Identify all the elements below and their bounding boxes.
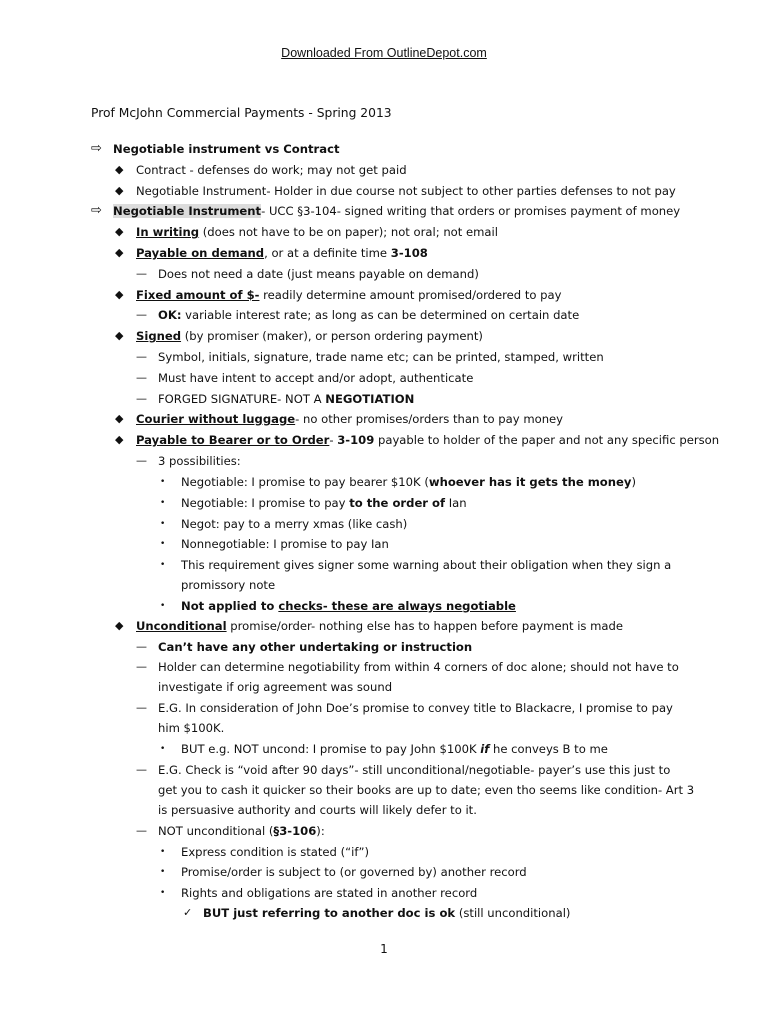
diamond-bullet-icon: ◆ (115, 163, 124, 176)
outline-line: E.G. In consideration of John Doe’s promise to convey title to Blackacre, I promise to pay (158, 701, 673, 715)
outline-line: Contract - defenses do work; may not get paid (136, 163, 407, 177)
dot-bullet-icon: • (160, 888, 166, 898)
outline-line: Promise/order is subject to (or governed by) another record (181, 865, 527, 879)
dash-bullet-icon: — (136, 267, 147, 280)
dash-bullet-icon: — (136, 454, 147, 467)
outline-line: Negotiable Instrument- Holder in due course not subject to other parties defenses to not pay (136, 184, 676, 198)
dot-bullet-icon: • (160, 498, 166, 508)
diamond-bullet-icon: ◆ (115, 225, 124, 238)
outline-line: BUT e.g. NOT uncond: I promise to pay John $100K if he conveys B to me (181, 742, 608, 756)
outline-line: E.G. Check is “void after 90 days”- still unconditional/negotiable- payer’s use this just to (158, 763, 671, 777)
arrow-bullet-icon: ⇨ (91, 141, 102, 156)
outline-line: Negotiable: I promise to pay to the order of Ian (181, 496, 467, 510)
outline-line: Holder can determine negotiability from within 4 corners of doc alone; should not have to (158, 660, 679, 674)
diamond-bullet-icon: ◆ (115, 433, 124, 446)
outline-line: Nonnegotiable: I promise to pay Ian (181, 537, 389, 551)
outline-line: is persuasive authority and courts will likely defer to it. (158, 803, 477, 817)
diamond-bullet-icon: ◆ (115, 329, 124, 342)
outline-line: Can’t have any other undertaking or instruction (158, 640, 473, 654)
outline-line: Payable to Bearer or to Order- 3-109 payable to holder of the paper and not any specific person (136, 433, 720, 447)
outline-line: Payable on demand, or at a definite time 3-108 (136, 246, 428, 260)
dot-bullet-icon: • (160, 477, 166, 487)
outline-line: This requirement gives signer some warning about their obligation when they sign a (181, 558, 672, 572)
arrow-bullet-icon: ⇨ (91, 203, 102, 218)
outline-line: promissory note (181, 578, 276, 592)
outline-line: OK: variable interest rate; as long as can be determined on certain date (158, 308, 580, 322)
outline-line: Negot: pay to a merry xmas (like cash) (181, 517, 408, 531)
diamond-bullet-icon: ◆ (115, 412, 124, 425)
diamond-bullet-icon: ◆ (115, 619, 124, 632)
outline-line: Not applied to checks- these are always negotiable (181, 599, 516, 613)
outline-line: Unconditional promise/order- nothing else has to happen before payment is made (136, 619, 624, 633)
dash-bullet-icon: — (136, 763, 147, 776)
document-title: Prof McJohn Commercial Payments - Spring 2013 (91, 106, 392, 120)
dot-bullet-icon: • (160, 560, 166, 570)
checkmark-bullet-icon: ✓ (183, 906, 193, 919)
outline-line: Rights and obligations are stated in another record (181, 886, 478, 900)
dash-bullet-icon: — (136, 824, 147, 837)
dash-bullet-icon: — (136, 350, 147, 363)
page-header-source[interactable]: Downloaded From OutlineDepot.com (281, 46, 487, 60)
outline-line: In writing (does not have to be on paper); not oral; not email (136, 225, 498, 239)
dot-bullet-icon: • (160, 539, 166, 549)
outline-line: Courier without luggage- no other promises/orders than to pay money (136, 412, 564, 426)
outline-line: Symbol, initials, signature, trade name etc; can be printed, stamped, written (158, 350, 604, 364)
dash-bullet-icon: — (136, 701, 147, 714)
outline-line: Express condition is stated (“if”) (181, 845, 369, 859)
outline-line: him $100K. (158, 721, 225, 735)
diamond-bullet-icon: ◆ (115, 246, 124, 259)
page-number: 1 (380, 942, 388, 956)
diamond-bullet-icon: ◆ (115, 288, 124, 301)
dash-bullet-icon: — (136, 371, 147, 384)
outline-line: NOT unconditional (§3-106): (158, 824, 325, 838)
outline-line: Does not need a date (just means payable on demand) (158, 267, 479, 281)
outline-line: Negotiable instrument vs Contract (113, 142, 340, 156)
dash-bullet-icon: — (136, 308, 147, 321)
outline-line: Signed (by promiser (maker), or person ordering payment) (136, 329, 483, 343)
outline-line: Negotiable: I promise to pay bearer $10K (whoever has it gets the money) (181, 475, 636, 489)
dash-bullet-icon: — (136, 392, 147, 405)
dot-bullet-icon: • (160, 744, 166, 754)
dash-bullet-icon: — (136, 660, 147, 673)
diamond-bullet-icon: ◆ (115, 184, 124, 197)
dash-bullet-icon: — (136, 640, 147, 653)
outline-line: Fixed amount of $- readily determine amount promised/ordered to pay (136, 288, 562, 302)
dot-bullet-icon: • (160, 601, 166, 611)
outline-line: investigate if orig agreement was sound (158, 680, 393, 694)
dot-bullet-icon: • (160, 519, 166, 529)
dot-bullet-icon: • (160, 847, 166, 857)
dot-bullet-icon: • (160, 867, 166, 877)
outline-line: Negotiable Instrument- UCC §3-104- signed writing that orders or promises payment of money (113, 204, 681, 218)
outline-line: 3 possibilities: (158, 454, 241, 468)
outline-line: Must have intent to accept and/or adopt, authenticate (158, 371, 474, 385)
outline-line: get you to cash it quicker so their books are up to date; even tho seems like condition- Art 3 (158, 783, 695, 797)
outline-line: FORGED SIGNATURE- NOT A NEGOTIATION (158, 392, 415, 406)
outline-line: BUT just referring to another doc is ok (still unconditional) (203, 906, 571, 920)
